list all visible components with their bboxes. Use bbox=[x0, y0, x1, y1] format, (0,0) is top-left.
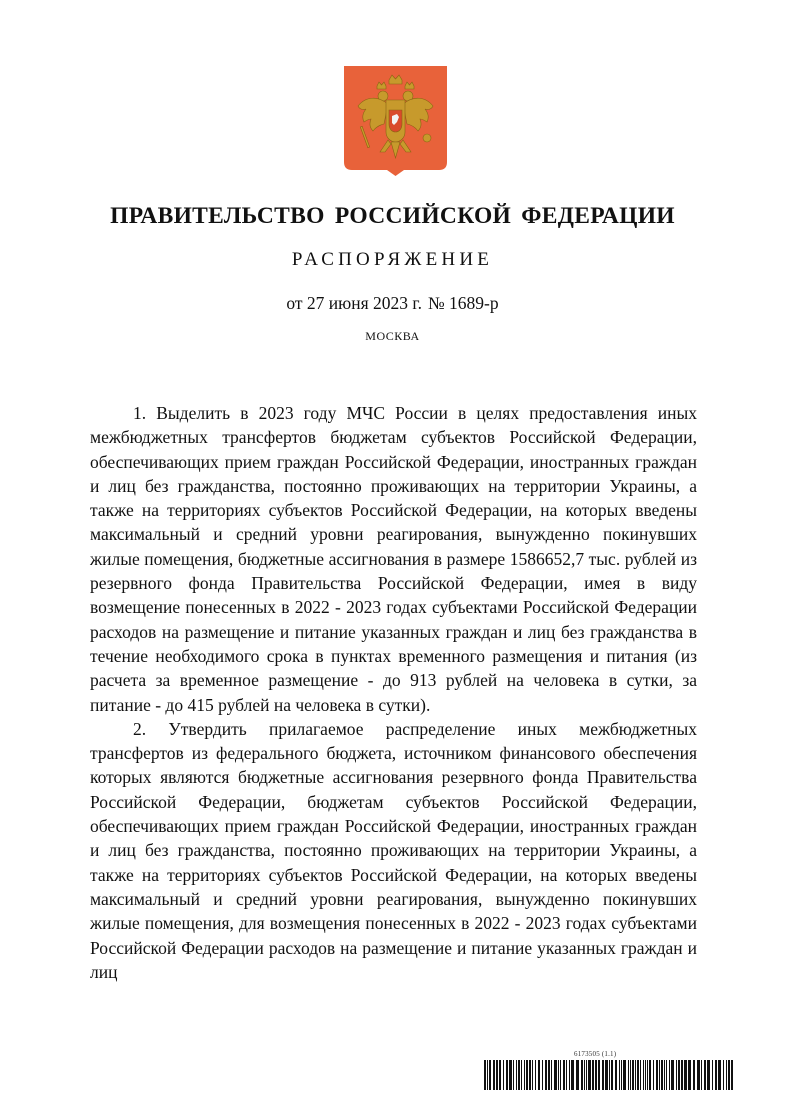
barcode-bar bbox=[535, 1060, 536, 1090]
barcode-bar bbox=[645, 1060, 646, 1090]
barcode-bar bbox=[581, 1060, 583, 1090]
barcode-bar bbox=[588, 1060, 591, 1090]
document-date-line bbox=[0, 293, 785, 314]
document-number: № 1689-р bbox=[427, 293, 499, 313]
barcode-bar bbox=[602, 1060, 604, 1090]
barcode-bar bbox=[731, 1060, 733, 1090]
barcode-bar bbox=[569, 1060, 570, 1090]
barcode-bar bbox=[499, 1060, 501, 1090]
barcode-bar bbox=[529, 1060, 531, 1090]
coat-of-arms-emblem bbox=[344, 66, 447, 176]
barcode-bar bbox=[605, 1060, 608, 1090]
barcode-bar bbox=[484, 1060, 486, 1090]
barcode-bar bbox=[726, 1060, 727, 1090]
barcode-bar bbox=[619, 1060, 620, 1090]
barcode-bar bbox=[643, 1060, 644, 1090]
barcode-bar bbox=[653, 1060, 654, 1090]
barcode-bar bbox=[526, 1060, 528, 1090]
barcode-bar bbox=[666, 1060, 667, 1090]
barcode-bar bbox=[632, 1060, 634, 1090]
barcode-number: 6173505 (1.1) bbox=[574, 1050, 617, 1058]
barcode-bar bbox=[671, 1060, 674, 1090]
barcode-bar bbox=[563, 1060, 565, 1090]
government-title: ПРАВИТЕЛЬСТВО РОССИЙСКОЙ ФЕДЕРАЦИИ bbox=[110, 203, 675, 229]
barcode-bar bbox=[551, 1060, 552, 1090]
barcode-bar bbox=[611, 1060, 613, 1090]
barcode-bar bbox=[542, 1060, 543, 1090]
barcode-bar bbox=[615, 1060, 617, 1090]
barcode-bar bbox=[586, 1060, 587, 1090]
barcode-bar bbox=[676, 1060, 677, 1090]
barcode-bar bbox=[576, 1060, 579, 1090]
barcode-bar bbox=[678, 1060, 680, 1090]
document-date: от 27 июня 2023 г. bbox=[286, 293, 422, 313]
barcode-bar bbox=[496, 1060, 498, 1090]
barcode-bar bbox=[635, 1060, 636, 1090]
barcode-bar bbox=[548, 1060, 550, 1090]
barcode-bar bbox=[707, 1060, 710, 1090]
barcode-bar bbox=[656, 1060, 658, 1090]
barcode-bar bbox=[628, 1060, 629, 1090]
russian-coat-of-arms-icon bbox=[344, 66, 447, 176]
barcode-bar bbox=[509, 1060, 512, 1090]
barcode-bar bbox=[623, 1060, 626, 1090]
barcode-bar bbox=[558, 1060, 559, 1090]
barcode-bar bbox=[516, 1060, 517, 1090]
barcode-bar bbox=[681, 1060, 683, 1090]
barcode-bar bbox=[712, 1060, 713, 1090]
barcode-bar bbox=[545, 1060, 547, 1090]
barcode-bar bbox=[640, 1060, 641, 1090]
barcode-bar bbox=[506, 1060, 508, 1090]
barcode-bar bbox=[688, 1060, 691, 1090]
barcode-bar bbox=[584, 1060, 585, 1090]
barcode-bar bbox=[493, 1060, 495, 1090]
barcode-bar bbox=[560, 1060, 561, 1090]
barcode-bar bbox=[571, 1060, 574, 1090]
barcode-bar bbox=[566, 1060, 567, 1090]
barcode-block bbox=[484, 1050, 734, 1098]
document-type: РАСПОРЯЖЕНИЕ bbox=[291, 249, 494, 270]
barcode-bar bbox=[524, 1060, 525, 1090]
barcode-bar bbox=[598, 1060, 600, 1090]
barcode-bar bbox=[532, 1060, 533, 1090]
barcode-bar bbox=[669, 1060, 670, 1090]
barcode-icon bbox=[484, 1060, 734, 1090]
barcode-bar bbox=[503, 1060, 504, 1090]
barcode-bar bbox=[728, 1060, 730, 1090]
paragraph-2: 2. Утвердить прилагаемое распределение иных межбюджетных трансфертов из федерального бюджета, источником финансового обеспечения которых являются бюджетные ассигнования резервного фонда Правительства Российской Федерации, бюджетам субъектов Российской Федерации, обеспечивающих прием граждан Российской Федерации, иностранных граждан и лиц без гражданства, постоянно проживающих на территории Украины, а также на территориях субъектов Российской Федерации, на которых введены максимальный и средний уровни реагирования, вынужденно покинувших жилые помещения, для возмещения понесенных в 2022 - 2023 годах субъектами Российской Федерации расходов на размещение и питание указанных граждан и лиц bbox=[90, 718, 697, 982]
barcode-bar bbox=[487, 1060, 488, 1090]
barcode-bar bbox=[649, 1060, 651, 1090]
barcode-bar bbox=[697, 1060, 700, 1090]
document-city: МОСКВА bbox=[365, 329, 420, 343]
barcode-bar bbox=[718, 1060, 721, 1090]
barcode-bar bbox=[489, 1060, 491, 1090]
barcode-bar bbox=[637, 1060, 639, 1090]
barcode-bar bbox=[554, 1060, 557, 1090]
barcode-bar bbox=[595, 1060, 597, 1090]
barcode-bar bbox=[704, 1060, 706, 1090]
barcode-bar bbox=[538, 1060, 540, 1090]
barcode-bar bbox=[664, 1060, 665, 1090]
barcode-bar bbox=[521, 1060, 522, 1090]
barcode-bar bbox=[609, 1060, 610, 1090]
barcode-bar bbox=[693, 1060, 695, 1090]
paragraph-1: 1. Выделить в 2023 году МЧС России в целях предоставления иных межбюджетных трансфертов бюджетам субъектов Российской Федерации, обеспечивающих прием граждан Российской Федерации, иностранных граждан и лиц без гражданства, постоянно проживающих на территории Украины, а также на территориях субъектов Российской Федерации, на которых введены максимальный и средний уровни реагирования, вынужденно покинувших жилые помещения, бюджетные ассигнования в размере 1586652,7 тыс. рублей из резервного фонда Правительства Российской Федерации, имея в виду возмещение понесенных в 2022 - 2023 годах субъектами Российской Федерации расходов на размещение и питание указанных граждан и лиц без гражданства в течение необходимого срока в пунктах временного размещения и питания (из расчета за временное размещение - до 913 рублей на человека в сутки, за питание - до 415 рублей на человека в сутки). bbox=[90, 403, 697, 715]
barcode-bar bbox=[701, 1060, 702, 1090]
barcode-bar bbox=[621, 1060, 622, 1090]
document-body bbox=[90, 401, 697, 984]
barcode-bar bbox=[518, 1060, 520, 1090]
barcode-bar bbox=[723, 1060, 724, 1090]
barcode-bar bbox=[715, 1060, 717, 1090]
barcode-bar bbox=[661, 1060, 663, 1090]
barcode-bar bbox=[513, 1060, 514, 1090]
barcode-bar bbox=[630, 1060, 631, 1090]
barcode-bar bbox=[659, 1060, 660, 1090]
barcode-bar bbox=[592, 1060, 594, 1090]
barcode-bar bbox=[684, 1060, 687, 1090]
barcode-bar bbox=[647, 1060, 648, 1090]
